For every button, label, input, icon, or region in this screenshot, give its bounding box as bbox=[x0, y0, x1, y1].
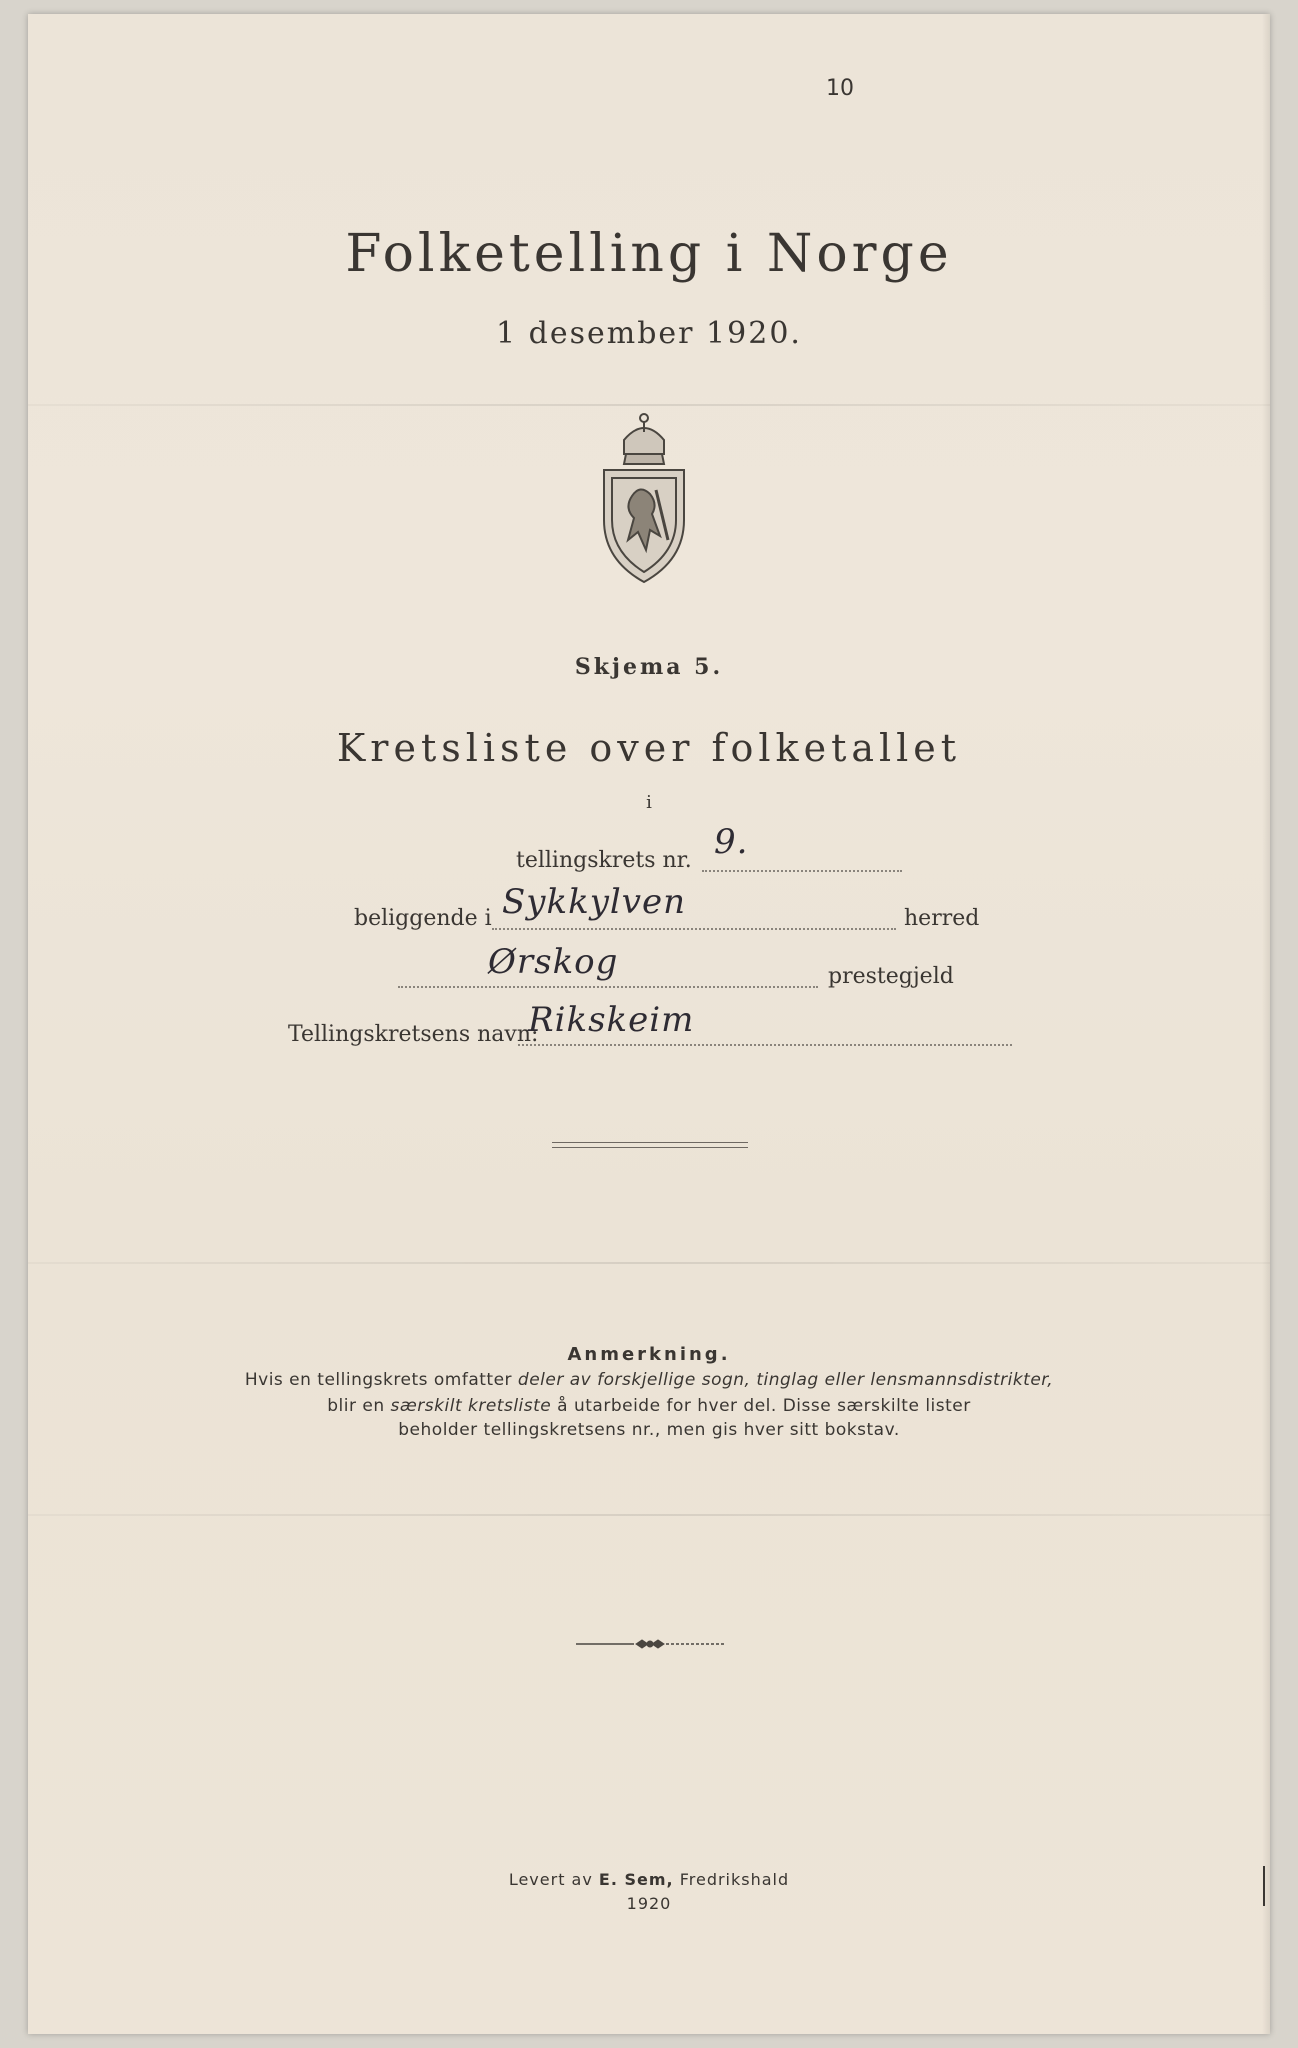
note-line-2-emphasis: særskilt kretsliste bbox=[390, 1396, 552, 1416]
parish-suffix: prestegjeld bbox=[828, 964, 954, 989]
note-line-2 bbox=[28, 1396, 1270, 1416]
norway-coat-of-arms-icon bbox=[596, 410, 692, 586]
paper-fold bbox=[28, 1262, 1270, 1264]
municipality-line bbox=[492, 928, 896, 930]
note-line-3: beholder tellingskretsens nr., men gis hver sitt bokstav. bbox=[398, 1420, 900, 1440]
form-heading: Kretsliste over folketallet bbox=[336, 726, 962, 770]
paper-fold bbox=[28, 1514, 1270, 1516]
district-name-label: Tellingskretsens navn: bbox=[288, 1022, 539, 1047]
printer-city: Fredrikshald bbox=[673, 1870, 790, 1889]
district-number-line bbox=[702, 870, 902, 872]
paper-fold bbox=[28, 404, 1270, 406]
corner-mark: 10 bbox=[826, 76, 854, 101]
district-name-line bbox=[518, 1044, 1012, 1046]
note-line-2-text: blir en bbox=[327, 1396, 391, 1416]
parish-value: Ørskog bbox=[488, 942, 619, 982]
municipality-value: Sykkylven bbox=[502, 882, 687, 922]
divider-rule bbox=[552, 1142, 748, 1148]
edge-mark bbox=[1263, 1866, 1265, 1906]
municipality-prefix: beliggende i bbox=[354, 906, 492, 931]
page-title: Folketelling i Norge bbox=[345, 224, 953, 284]
printer-year: 1920 bbox=[626, 1894, 672, 1913]
parish-line bbox=[398, 986, 818, 988]
district-name-value: Rikskeim bbox=[528, 1000, 695, 1040]
census-date: 1 desember 1920. bbox=[496, 316, 802, 351]
note-line-1 bbox=[28, 1370, 1270, 1390]
connector-text: i bbox=[646, 792, 652, 813]
note-title: Anmerkning. bbox=[567, 1344, 731, 1365]
printer-name: E. Sem, bbox=[598, 1870, 674, 1889]
district-number-value: 9. bbox=[714, 822, 749, 862]
district-number-label: tellingskrets nr. bbox=[516, 848, 692, 873]
schema-label: Skjema 5. bbox=[574, 654, 724, 680]
note-line-1-emphasis: deler av forskjellige sogn, tinglag eller lensmannsdistrikter, bbox=[517, 1370, 1054, 1390]
municipality-suffix: herred bbox=[904, 906, 980, 931]
note-line-2-rest: å utarbeide for hver del. Disse særskilte lister bbox=[551, 1396, 971, 1416]
note-line-1-text: Hvis en tellingskrets omfatter bbox=[244, 1370, 518, 1390]
printer-credit bbox=[28, 1870, 1270, 1889]
census-form-page bbox=[28, 14, 1270, 2034]
printer-credit-prefix: Levert av bbox=[508, 1870, 599, 1889]
ornament-divider-icon bbox=[576, 1636, 724, 1652]
